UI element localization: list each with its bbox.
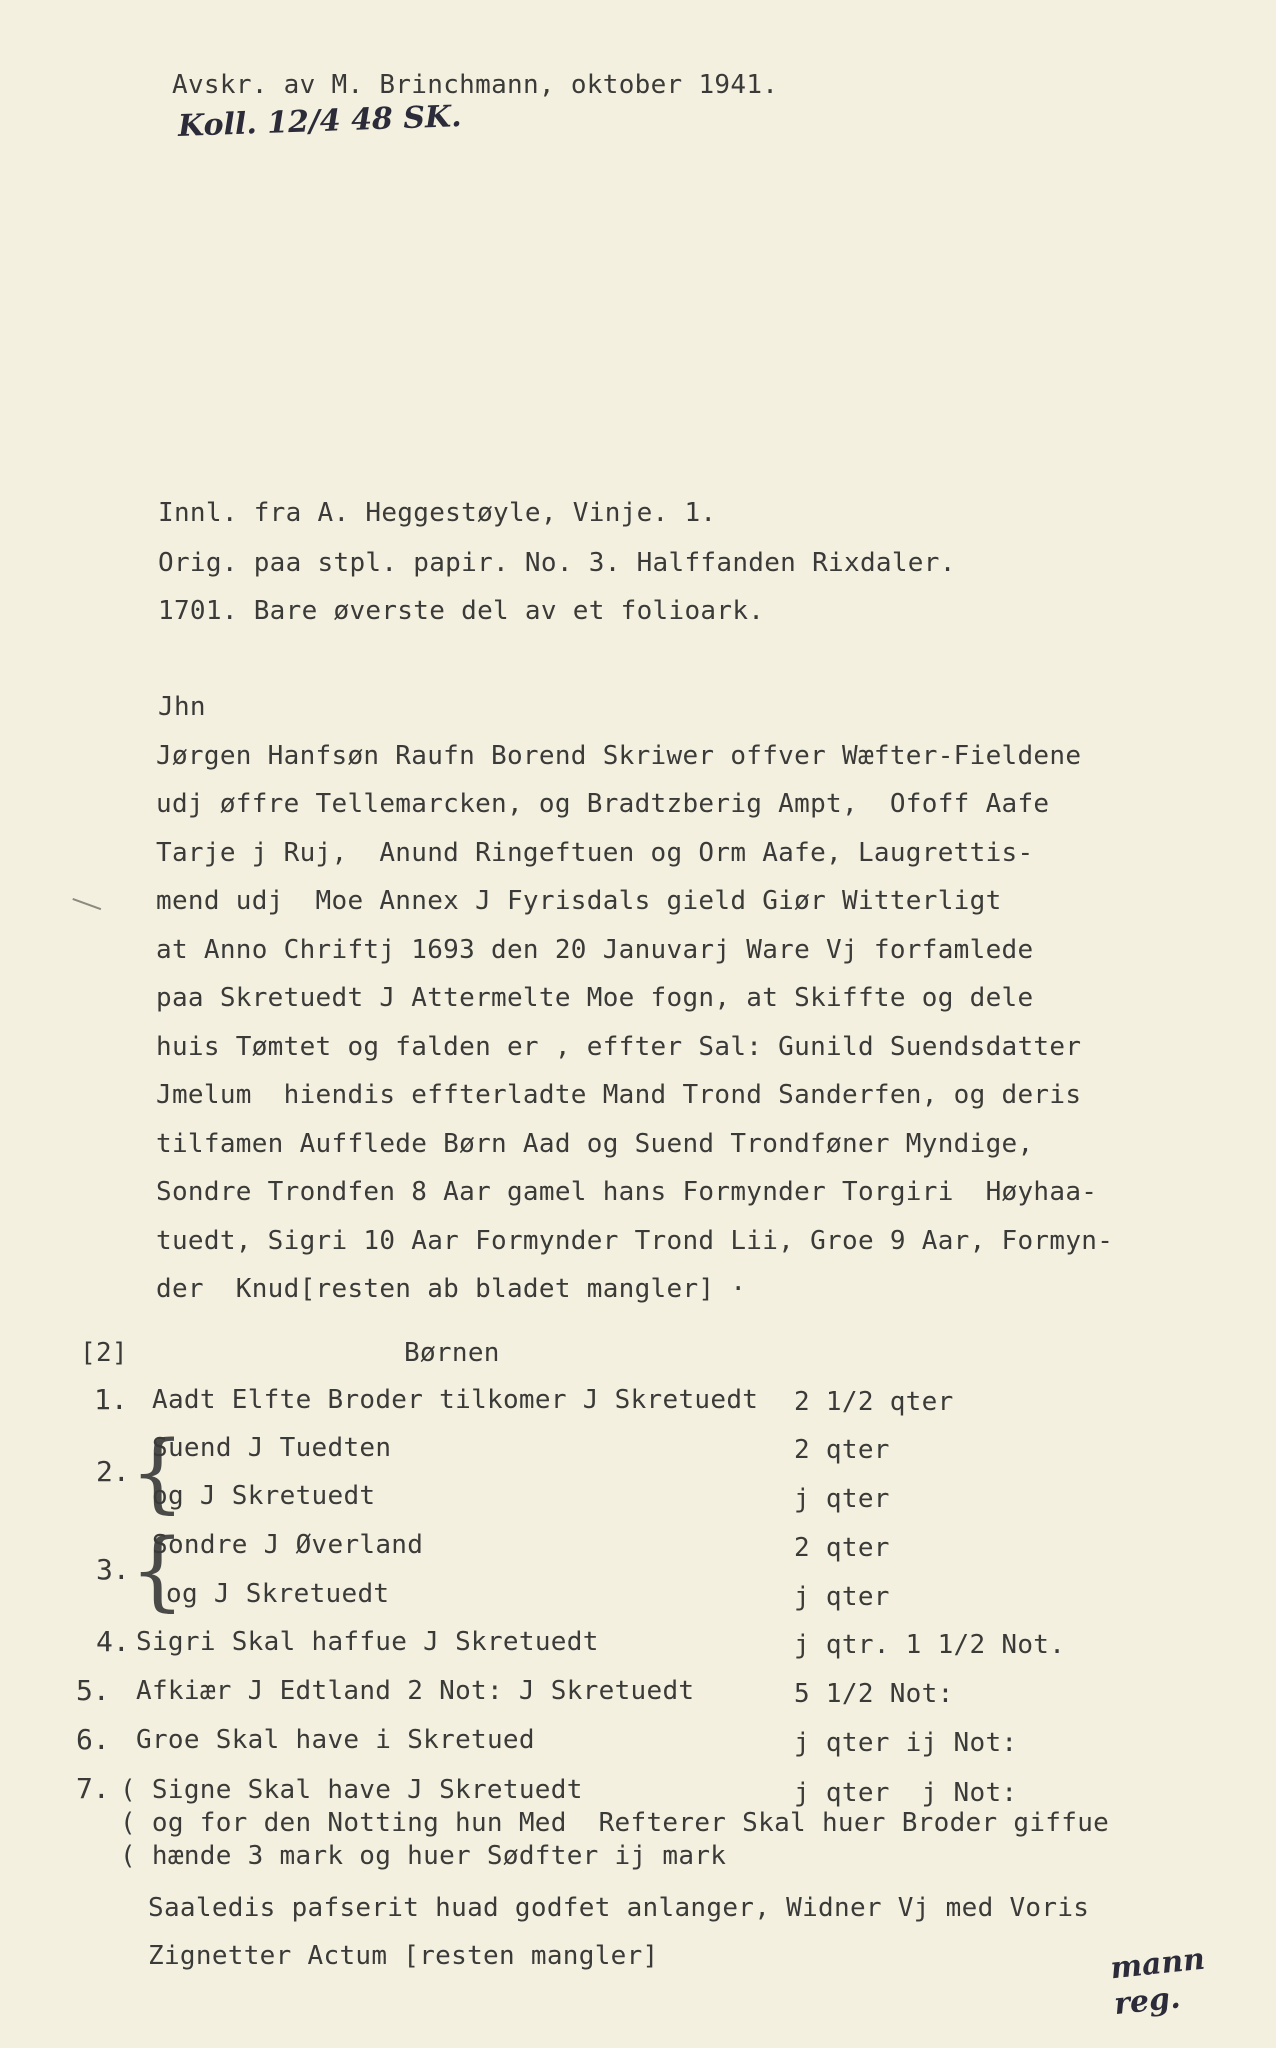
transcription-note: Avskr. av M. Brinchmann, oktober 1941.: [172, 70, 779, 100]
entry-text: ( Signe Skal have J Skretuedt: [120, 1775, 583, 1805]
entry-share: 5 1/2 Not:: [794, 1679, 954, 1709]
intro-line-2: Orig. paa stpl. papir. No. 3. Halffanden Rixdaler.: [158, 548, 956, 578]
entry-share: 2 qter: [794, 1533, 890, 1563]
opening-word: Jhn: [158, 692, 206, 722]
entry-text: ( og for den Notting hun Med Refterer Skal huer Broder giffue: [120, 1808, 1110, 1838]
body-line-12: der Knud[resten ab bladet mangler] ·: [156, 1274, 747, 1304]
handwritten-margin-note: mann reg.: [1108, 1941, 1207, 2023]
body-line-8: Jmelum hiendis effterladte Mand Trond Sanderfen, og deris: [156, 1080, 1082, 1110]
entry-number: 2.: [96, 1455, 130, 1488]
entry-text: og J Skretuedt: [166, 1579, 390, 1609]
body-line-10: Sondre Trondfen 8 Aar gamel hans Formynder Torgiri Høyhaa-: [156, 1177, 1098, 1207]
closing-line-1: Saaledis pafserit huad godfet anlanger, Widner Vj med Voris: [148, 1893, 1090, 1923]
entry-number: 3.: [96, 1553, 130, 1586]
body-line-9: tilfamen Aufflede Børn Aad og Suend Trondføner Myndige,: [156, 1129, 1034, 1159]
closing-line-2: Zignetter Actum [resten mangler]: [148, 1941, 659, 1971]
entry-number: 5.: [76, 1674, 110, 1707]
body-line-6: paa Skretuedt J Attermelte Moe fogn, at Skiffte og dele: [156, 983, 1034, 1013]
intro-line-1: Innl. fra A. Heggestøyle, Vinje. 1.: [158, 498, 717, 528]
body-line-4: mend udj Moe Annex J Fyrisdals gield Giør Witterligt: [156, 886, 1002, 916]
entry-number: 7.: [76, 1772, 110, 1805]
entry-text: og J Skretuedt: [152, 1481, 376, 1511]
body-line-11: tuedt, Sigri 10 Aar Formynder Trond Lii, Groe 9 Aar, Formyn-: [156, 1226, 1114, 1256]
margin-mark: [61, 898, 102, 942]
handwritten-collation-note: Koll. 12/4 48 SK.: [177, 99, 463, 144]
intro-line-3: 1701. Bare øverste del av et folioark.: [158, 596, 765, 626]
body-line-7: huis Tømtet og falden er , effter Sal: Gunild Suendsdatter: [156, 1032, 1082, 1062]
section-heading: Børnen: [404, 1338, 500, 1368]
entry-text: Aadt Elfte Broder tilkomer J Skretuedt: [152, 1385, 759, 1415]
entry-text: Sondre J Øverland: [152, 1530, 424, 1560]
body-line-5: at Anno Chriftj 1693 den 20 Januvarj Ware Vj forfamlede: [156, 935, 1034, 965]
entry-share: 2 qter: [794, 1435, 890, 1465]
entry-text: Sigri Skal haffue J Skretuedt: [136, 1627, 599, 1657]
body-line-2: udj øffre Tellemarcken, og Bradtzberig Ampt, Ofoff Aafe: [156, 789, 1050, 819]
brace-symbol: {: [130, 1521, 185, 1621]
entry-share: j qter: [794, 1484, 890, 1514]
entry-text: Suend J Tuedten: [152, 1433, 392, 1463]
entry-number: 6.: [76, 1723, 110, 1756]
entry-share: j qtr. 1 1/2 Not.: [794, 1630, 1066, 1660]
entry-number: 4.: [96, 1625, 130, 1658]
entry-share: j qter j Not:: [794, 1778, 1018, 1808]
brace-symbol: {: [130, 1423, 185, 1523]
entry-text: Afkiær J Edtland 2 Not: J Skretuedt: [136, 1676, 695, 1706]
entry-text: Groe Skal have i Skretued: [136, 1725, 535, 1755]
body-line-3: Tarje j Ruj, Anund Ringeftuen og Orm Aafe, Laugrettis-: [156, 838, 1034, 868]
entry-share: j qter: [794, 1582, 890, 1612]
entry-share: j qter ij Not:: [794, 1728, 1018, 1758]
page-marker: [2]: [80, 1338, 128, 1368]
entry-share: 2 1/2 qter: [794, 1387, 954, 1417]
entry-text: ( hænde 3 mark og huer Sødfter ij mark: [120, 1841, 727, 1871]
body-line-1: Jørgen Hanfsøn Raufn Borend Skriwer offver Wæfter-Fieldene: [156, 741, 1082, 771]
entry-number: 1.: [94, 1383, 128, 1416]
